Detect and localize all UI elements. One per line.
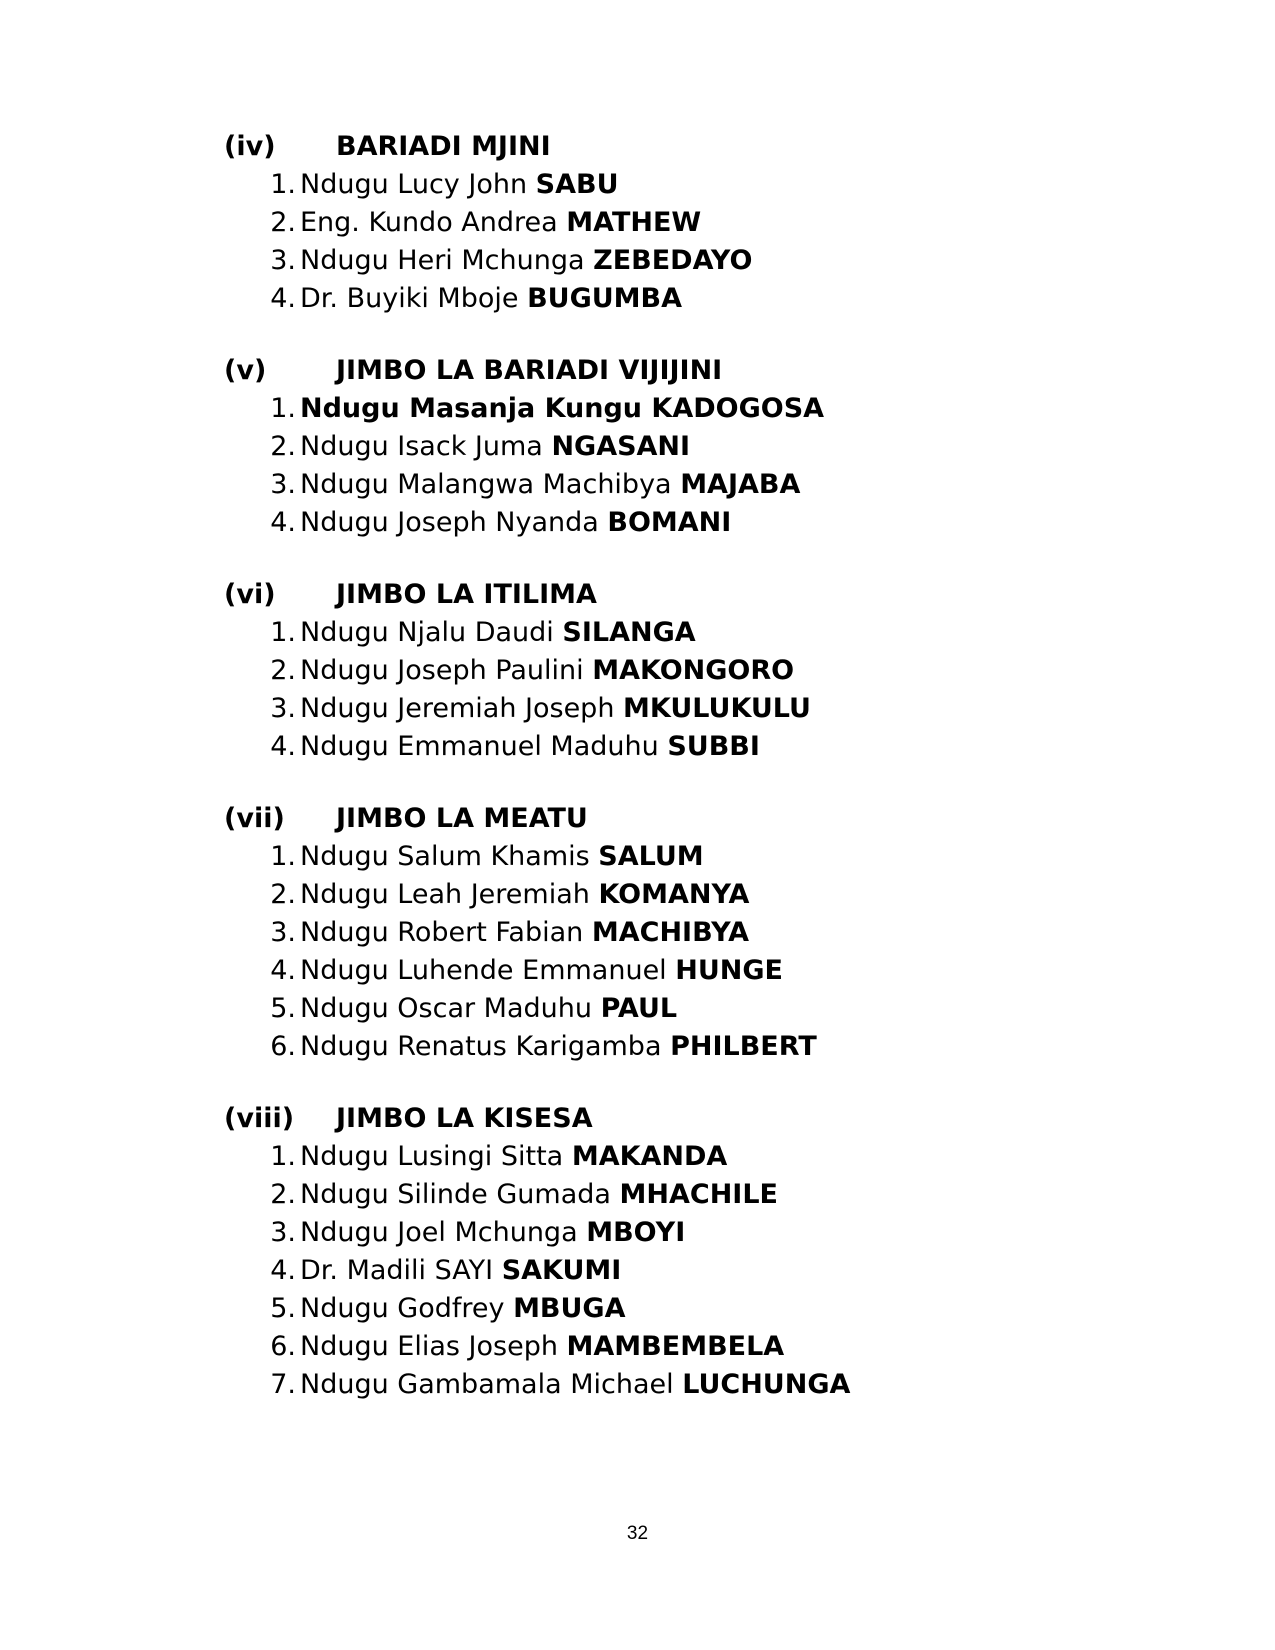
given-names: Dr. Madili SAYI [300,1255,494,1286]
list-item [0,504,1275,542]
list-item-number: 2. [270,207,296,238]
list-item-number: 6. [270,1331,296,1362]
given-names: Ndugu Renatus Karigamba [300,1031,662,1062]
surname: BUGUMBA [527,283,683,314]
given-names: Ndugu Isack Juma [300,431,543,462]
section-title: JIMBO LA BARIADI VIJIJINI [336,355,723,386]
section-title: JIMBO LA KISESA [336,1103,593,1134]
list-item [0,1366,1275,1404]
given-names: Ndugu Elias Joseph [300,1331,558,1362]
surname: MBOYI [586,1217,686,1248]
section-header [0,576,1275,614]
surname: MATHEW [566,207,702,238]
section-number: (viii) [224,1103,295,1134]
list-item-name [300,1028,817,1066]
given-names: Ndugu Joseph Paulini [300,655,584,686]
given-names: Ndugu Oscar Maduhu [300,993,592,1024]
given-names: Ndugu Lucy John [300,169,528,200]
list-item-number: 2. [270,431,296,462]
list-item-name [300,504,731,542]
constituency-section [0,352,1275,542]
given-names: Eng. Kundo Andrea [300,207,558,238]
list-item-name [300,1366,850,1404]
list-item-number: 7. [270,1369,296,1400]
surname: MBUGA [513,1293,626,1324]
list-item-name [300,280,682,318]
list-item [0,914,1275,952]
surname: MKULUKULU [623,693,811,724]
list-item-number: 3. [270,917,296,948]
given-names: Ndugu Robert Fabian [300,917,584,948]
list-item [0,166,1275,204]
list-item-name [300,1252,621,1290]
constituency-section [0,800,1275,1066]
list-item [0,1138,1275,1176]
list-item [0,838,1275,876]
surname: MHACHILE [619,1179,778,1210]
list-item-number: 5. [270,993,296,1024]
list-item-name [300,466,800,504]
surname: NGASANI [551,431,691,462]
list-item [0,990,1275,1028]
list-item-number: 1. [270,1141,296,1172]
list-item-number: 3. [270,1217,296,1248]
section-number: (vii) [224,803,285,834]
list-item-number: 3. [270,469,296,500]
list-item-number: 4. [270,955,296,986]
list-item-name [300,838,704,876]
list-item-name [300,876,749,914]
list-item-name [300,428,690,466]
surname: BOMANI [607,507,732,538]
surname: MACHIBYA [591,917,750,948]
list-item [0,876,1275,914]
surname: HUNGE [675,955,784,986]
given-names: Dr. Buyiki Mboje [300,283,519,314]
list-item-name [300,614,696,652]
section-number: (vi) [224,579,276,610]
list-item [0,1252,1275,1290]
given-names: Ndugu Masanja Kungu [300,393,643,424]
section-title: JIMBO LA ITILIMA [336,579,597,610]
list-item-name [300,952,783,990]
list-item [0,614,1275,652]
list-item [0,1214,1275,1252]
given-names: Ndugu Salum Khamis [300,841,590,872]
list-item [0,280,1275,318]
document-body [0,128,1275,1438]
list-item-number: 1. [270,393,296,424]
list-item [0,1176,1275,1214]
section-title: BARIADI MJINI [336,131,551,162]
given-names: Ndugu Lusingi Sitta [300,1141,564,1172]
given-names: Ndugu Njalu Daudi [300,617,554,648]
list-item-number: 4. [270,283,296,314]
list-item-number: 3. [270,245,296,276]
list-item [0,204,1275,242]
section-title: JIMBO LA MEATU [336,803,588,834]
given-names: Ndugu Godfrey [300,1293,505,1324]
list-item-number: 6. [270,1031,296,1062]
given-names: Ndugu Joel Mchunga [300,1217,578,1248]
surname: KADOGOSA [651,393,825,424]
surname: KOMANYA [598,879,750,910]
list-item-number: 3. [270,693,296,724]
surname: ZEBEDAYO [593,245,753,276]
given-names: Ndugu Silinde Gumada [300,1179,611,1210]
given-names: Ndugu Gambamala Michael [300,1369,674,1400]
list-item-number: 1. [270,169,296,200]
list-item-name [300,1138,727,1176]
list-item [0,690,1275,728]
section-header [0,128,1275,166]
section-number: (iv) [224,131,276,162]
surname: MAJABA [680,469,801,500]
list-item-name [300,1214,685,1252]
list-item-number: 1. [270,841,296,872]
list-item-number: 4. [270,731,296,762]
given-names: Ndugu Luhende Emmanuel [300,955,667,986]
surname: SUBBI [667,731,760,762]
surname: MAKANDA [571,1141,728,1172]
surname: SABU [535,169,619,200]
page-number: 32 [626,1523,649,1544]
section-number: (v) [224,355,267,386]
surname: SAKUMI [501,1255,622,1286]
surname: SILANGA [562,617,696,648]
constituency-section [0,128,1275,318]
list-item-number: 4. [270,507,296,538]
list-item-name [300,242,752,280]
list-item-number: 2. [270,879,296,910]
surname: PHILBERT [670,1031,817,1062]
list-item [0,952,1275,990]
list-item-name [300,1328,784,1366]
list-item-name [300,652,794,690]
given-names: Ndugu Malangwa Machibya [300,469,672,500]
list-item-name [300,204,701,242]
given-names: Ndugu Leah Jeremiah [300,879,590,910]
surname: LUCHUNGA [682,1369,851,1400]
list-item-name [300,690,811,728]
surname: PAUL [600,993,678,1024]
list-item [0,652,1275,690]
list-item [0,390,1275,428]
list-item [0,466,1275,504]
list-item-number: 2. [270,655,296,686]
list-item [0,1290,1275,1328]
list-item-number: 2. [270,1179,296,1210]
given-names: Ndugu Jeremiah Joseph [300,693,615,724]
given-names: Ndugu Heri Mchunga [300,245,585,276]
list-item [0,728,1275,766]
list-item-name [300,390,824,428]
list-item-number: 5. [270,1293,296,1324]
list-item [0,1028,1275,1066]
list-item [0,242,1275,280]
surname: MAKONGORO [592,655,795,686]
given-names: Ndugu Joseph Nyanda [300,507,599,538]
list-item-name [300,990,677,1028]
section-header [0,800,1275,838]
list-item [0,428,1275,466]
surname: MAMBEMBELA [566,1331,785,1362]
section-header [0,352,1275,390]
section-header [0,1100,1275,1138]
list-item-number: 4. [270,1255,296,1286]
constituency-section [0,1100,1275,1404]
given-names: Ndugu Emmanuel Maduhu [300,731,659,762]
list-item-name [300,1176,778,1214]
list-item [0,1328,1275,1366]
list-item-name [300,166,619,204]
list-item-number: 1. [270,617,296,648]
constituency-section [0,576,1275,766]
list-item-name [300,728,760,766]
surname: SALUM [598,841,704,872]
list-item-name [300,914,749,952]
list-item-name [300,1290,626,1328]
